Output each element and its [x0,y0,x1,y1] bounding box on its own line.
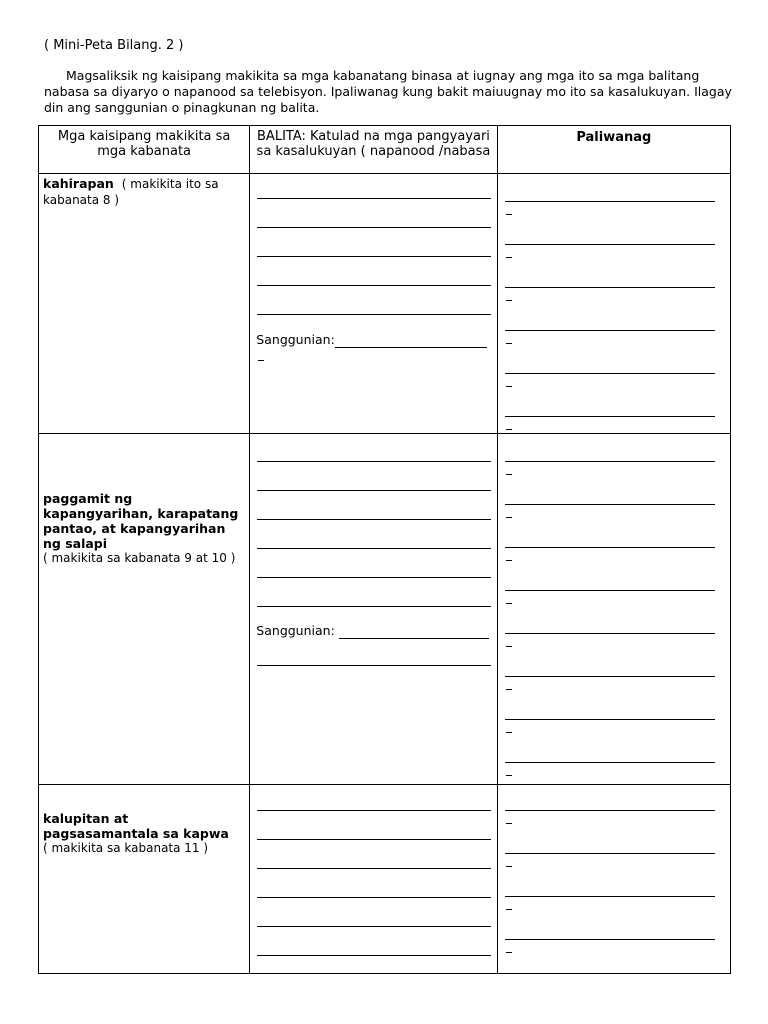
table-row [39,785,731,974]
answer-line[interactable] [505,244,715,245]
answer-line[interactable] [505,719,715,720]
answer-line-tail [506,257,512,258]
answer-line[interactable] [505,201,715,202]
answer-line-tail [506,386,512,387]
answer-line-tail [506,560,512,561]
answer-line-tail [506,775,512,776]
topic-title: kalupitan at pagsasamantala sa kapwa [43,811,229,841]
answer-line[interactable] [505,810,715,811]
topic-note: ( makikita sa kabanata 9 at 10 ) [43,551,236,565]
answer-line[interactable] [505,373,715,374]
source-field[interactable] [256,623,488,639]
answer-line[interactable] [505,504,715,505]
answer-line[interactable] [505,287,715,288]
topic-cell [39,174,250,434]
answer-line[interactable] [505,896,715,897]
answer-line[interactable] [257,955,491,956]
answer-line-tail [506,429,512,430]
answer-line[interactable] [257,665,491,666]
answer-line-tail [506,909,512,910]
topic-title: paggamit ng kapangyarihan, karapatang pantao, at kapangyarihan ng salapi [43,491,239,551]
instructions: Magsaliksik ng kaisipang makikita sa mga kabanatang binasa at iugnay ang mga ito sa mga balitang nabasa sa diyaryo o napanood sa telebisyon. Ipaliwanag kung bakit maiuugnay mo ito sa kasalukuyan. Ilagay din ang sanggunian o pinagkunan ng balita. [44,68,732,115]
topic-cell [39,785,250,974]
balita-cell[interactable] [250,174,497,434]
answer-line[interactable] [257,839,491,840]
paliwanag-cell[interactable] [497,434,730,785]
answer-line-tail [506,646,512,647]
answer-line-tail [258,360,264,361]
header-row [39,126,731,174]
answer-line[interactable] [257,897,491,898]
answer-line-tail [506,517,512,518]
answer-line[interactable] [257,256,491,257]
answer-line-tail [506,214,512,215]
answer-line-tail [506,866,512,867]
answer-line[interactable] [257,577,491,578]
answer-line[interactable] [257,285,491,286]
answer-line[interactable] [257,810,491,811]
answer-line[interactable] [257,519,491,520]
source-label: Sanggunian: [256,332,335,347]
answer-line[interactable] [505,461,715,462]
answer-line[interactable] [257,314,491,315]
answer-line[interactable] [505,762,715,763]
answer-line-tail [506,343,512,344]
paliwanag-cell[interactable] [497,785,730,974]
answer-line-tail [506,474,512,475]
balita-cell[interactable] [250,434,497,785]
paliwanag-cell[interactable] [497,174,730,434]
answer-line[interactable] [257,227,491,228]
answer-line[interactable] [257,548,491,549]
answer-line[interactable] [505,853,715,854]
answer-line-tail [506,300,512,301]
answer-line-tail [506,952,512,953]
answer-line[interactable] [505,416,715,417]
answer-line[interactable] [257,198,491,199]
answer-line[interactable] [257,461,491,462]
answer-line[interactable] [505,547,715,548]
source-label: Sanggunian: [256,623,335,638]
answer-line-tail [506,823,512,824]
worksheet-title: ( Mini-Peta Bilang. 2 ) [44,38,184,53]
answer-line[interactable] [257,868,491,869]
header-balita: BALITA: Katulad na mga pangyayari sa kasalukuyan ( napanood /nabasa [250,126,497,174]
answer-line[interactable] [505,590,715,591]
topic-cell [39,434,250,785]
answer-line[interactable] [505,939,715,940]
answer-line[interactable] [257,926,491,927]
answer-line-tail [506,689,512,690]
answer-line-tail [506,603,512,604]
topic-note: ( makikita sa kabanata 11 ) [43,841,209,855]
answer-line[interactable] [505,330,715,331]
table-row [39,434,731,785]
answer-line-tail [506,732,512,733]
source-field[interactable] [256,332,487,348]
topic-note: ( makikita ito sa kabanata 8 ) [43,177,219,207]
answer-line[interactable] [505,676,715,677]
balita-cell[interactable] [250,785,497,974]
table-row [39,174,731,434]
answer-line[interactable] [257,606,491,607]
answer-line[interactable] [257,490,491,491]
worksheet-table [38,125,731,974]
topic-title: kahirapan [43,176,114,191]
header-kaisipang: Mga kaisipang makikita sa mga kabanata [39,126,250,174]
header-paliwanag: Paliwanag [497,126,730,174]
answer-line[interactable] [505,633,715,634]
